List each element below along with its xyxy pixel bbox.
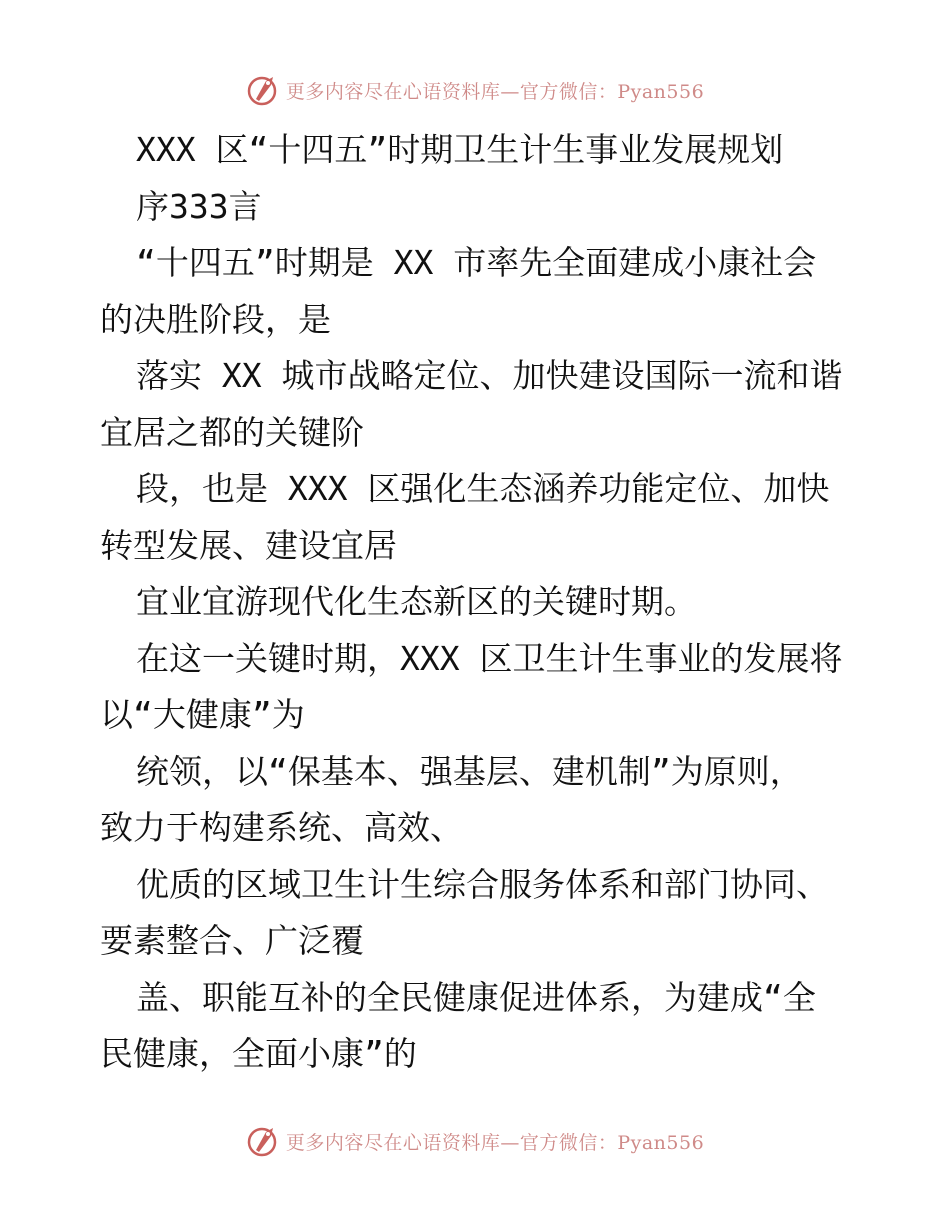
pen-nib-logo-icon bbox=[246, 1124, 280, 1158]
doc-line: 民健康，全面小康”的 bbox=[100, 1034, 417, 1073]
doc-line: 以“大健康”为 bbox=[100, 695, 305, 734]
doc-line: 优质的区域卫生计生综合服务体系和部门协同、 bbox=[136, 864, 829, 904]
document-body bbox=[100, 122, 860, 1083]
doc-line: 致力于构建系统、高效、 bbox=[100, 808, 463, 847]
header-watermark-text: 更多内容尽在心语资料库—官方微信：Pyan556 bbox=[285, 80, 705, 103]
doc-line: 落实 XX 城市战略定位、加快建设国际一流和谐 bbox=[136, 356, 843, 395]
footer-watermark-text: 更多内容尽在心语资料库—官方微信：Pyan556 bbox=[285, 1131, 705, 1154]
footer-watermark-banner bbox=[0, 1121, 950, 1161]
doc-line: 盖、职能互补的全民健康促进体系，为建成“全 bbox=[136, 977, 816, 1017]
doc-line: 段，也是 XXX 区强化生态涵养功能定位、加快 bbox=[136, 469, 830, 508]
doc-line: 序333言 bbox=[136, 186, 262, 226]
pen-nib-logo-icon bbox=[246, 73, 280, 107]
doc-line: 统领，以“保基本、强基层、建机制”为原则， bbox=[136, 751, 803, 791]
doc-line: 宜业宜游现代化生态新区的关键时期。 bbox=[136, 582, 697, 621]
doc-line: 的决胜阶段，是 bbox=[100, 299, 331, 339]
doc-line: XXX 区“十四五”时期卫生计生事业发展规划 bbox=[136, 130, 784, 169]
doc-line: 要素整合、广泛覆 bbox=[100, 921, 364, 960]
doc-line: 宜居之都的关键阶 bbox=[100, 412, 364, 452]
doc-line: 转型发展、建设宜居 bbox=[100, 525, 397, 565]
doc-line: “十四五”时期是 XX 市率先全面建成小康社会 bbox=[136, 243, 817, 282]
header-watermark-banner bbox=[0, 70, 950, 110]
doc-line: 在这一关键时期，XXX 区卫生计生事业的发展将 bbox=[136, 638, 843, 678]
